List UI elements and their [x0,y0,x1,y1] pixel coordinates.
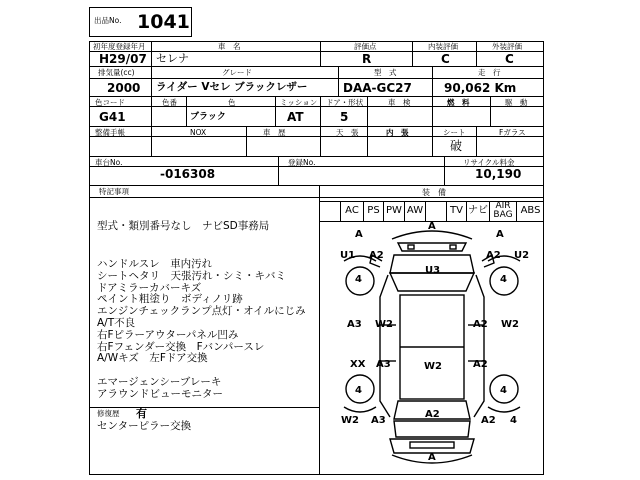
damage-code: 4 [355,385,362,396]
equipment-item: TV [446,201,466,221]
damage-code: 4 [355,274,362,285]
doors-label: ドア・形状 [326,98,364,107]
equipment-item: AC [340,201,363,221]
sunroof-label: 天 張 [336,128,359,137]
nox-label: NOX [190,128,207,137]
notes-line: 右Fフェンダー交換 Fバンパースレ [97,340,265,353]
color-no-label: 色番 [162,98,177,107]
notes-line: シートヘタリ 天張汚れ・シミ・キバミ [97,269,286,282]
registration-label: 登録No. [288,158,316,167]
interior-score-value: C [441,52,450,66]
fuel-label: 燃 料 [447,98,470,107]
equipment-item: ABS [516,201,544,221]
notes-line: 右Fピラーアウターパネル凹み [97,328,239,341]
lot-label: 出品No. [94,16,122,25]
damage-code: A2 [481,415,496,426]
vehicle-label: 車 検 [388,98,411,107]
mileage-value: 90,062 Km [444,81,517,95]
drive-label: 駆 動 [505,98,528,107]
notes-line: エマージェンシーブレーキ [97,375,222,388]
interior-score-label: 内装評価 [428,42,458,51]
recycle-value: 10,190 [475,167,522,181]
displacement-label: 排気量(cc) [98,68,135,77]
notes-list [97,259,317,401]
lot-number: 1041 [137,11,190,33]
damage-code: A2 [369,250,384,261]
damage-code: A3 [376,359,391,370]
year-label: 初年度登録年月 [93,42,146,51]
model-code-value: DAA-GC27 [343,81,412,95]
transmission-label: ミッション [280,98,318,107]
score-value: R [362,52,372,66]
repair-label: 修復歴 [97,409,120,418]
year-value: H29/07 [99,52,147,66]
mileage-label: 走 行 [478,68,501,77]
notes-line: エンジンチェックランプ点灯・オイルにじみ [97,305,306,318]
score-label: 評価点 [354,42,377,51]
notes-line-1: 型式・類別番号なし ナビSD事務局 [97,220,270,232]
displacement-value: 2000 [107,81,141,95]
glass-label: Fガラス [499,128,526,137]
chassis-value: -016308 [160,167,216,181]
manual-label: 整備手帳 [95,128,125,137]
grade-label: グレード [222,68,252,77]
seat-value: 破 [450,139,463,153]
color-code-value: G41 [99,110,126,124]
damage-code: W2 [501,319,519,330]
exterior-score-value: C [505,52,514,66]
interior-tear-label: 内 張 [386,128,409,137]
damage-code: A [428,221,436,232]
equipment-item: AIR BAG [489,201,516,221]
damage-code: U3 [425,265,441,276]
equipment-item: PW [383,201,404,221]
damage-code: A [355,229,363,240]
equipment-item: ナビ [466,201,489,221]
color-label: 色 [228,98,236,107]
equipment-item: PS [363,201,383,221]
damage-code: A2 [425,409,440,420]
doors-value: 5 [340,110,349,124]
notes-line: ドアミラーカバーキズ [97,281,202,294]
notes-label: 特記事項 [99,187,129,196]
model-name-label: 車 名 [218,42,241,51]
color-value: ブラック [190,112,226,122]
damage-code: A2 [486,250,501,261]
damage-code: XX [350,359,366,370]
model-code-label: 型 式 [374,68,397,77]
damage-code: 4 [510,415,517,426]
equipment-item: AW [404,201,425,221]
notes-line: A/T不良 [97,316,136,329]
damage-code: A [496,229,504,240]
notes-line: アラウンドビューモニター [97,387,223,400]
chassis-label: 車台No. [95,158,123,167]
transmission-value: AT [287,110,304,124]
notes-line: ペイント粗塗り ボディノリ跡 [97,293,243,306]
exterior-score-label: 外装評価 [492,42,522,51]
damage-code: W2 [341,415,359,426]
equipment-item [425,201,446,221]
repair-value: 有 [136,407,147,420]
notes-line: ハンドルスレ 車内汚れ [97,258,213,270]
history-label: 車 歴 [263,128,286,137]
model-name-value: セレナ [156,52,189,65]
damage-code: 4 [500,274,507,285]
damage-code: A2 [473,319,488,330]
recycle-label: リサイクル料金 [463,158,515,167]
damage-code: U1 [340,250,356,261]
damage-code: A3 [371,415,386,426]
equipment-label: 装 備 [422,188,446,197]
damage-code: A [428,452,436,463]
damage-code: W2 [424,361,442,372]
color-code-label: 色コード [95,98,125,107]
damage-code: A2 [473,359,488,370]
damage-code: 4 [500,385,507,396]
grade-value: ライダー Vセレ ブラックレザー [156,81,308,93]
damage-code: W2 [375,319,393,330]
repair-note: センターピラー交換 [97,420,192,432]
seat-label: シート [443,128,466,137]
notes-line: A/Wキズ 左Fドア交換 [97,352,208,365]
damage-code: U2 [514,250,530,261]
damage-code: A3 [347,319,362,330]
